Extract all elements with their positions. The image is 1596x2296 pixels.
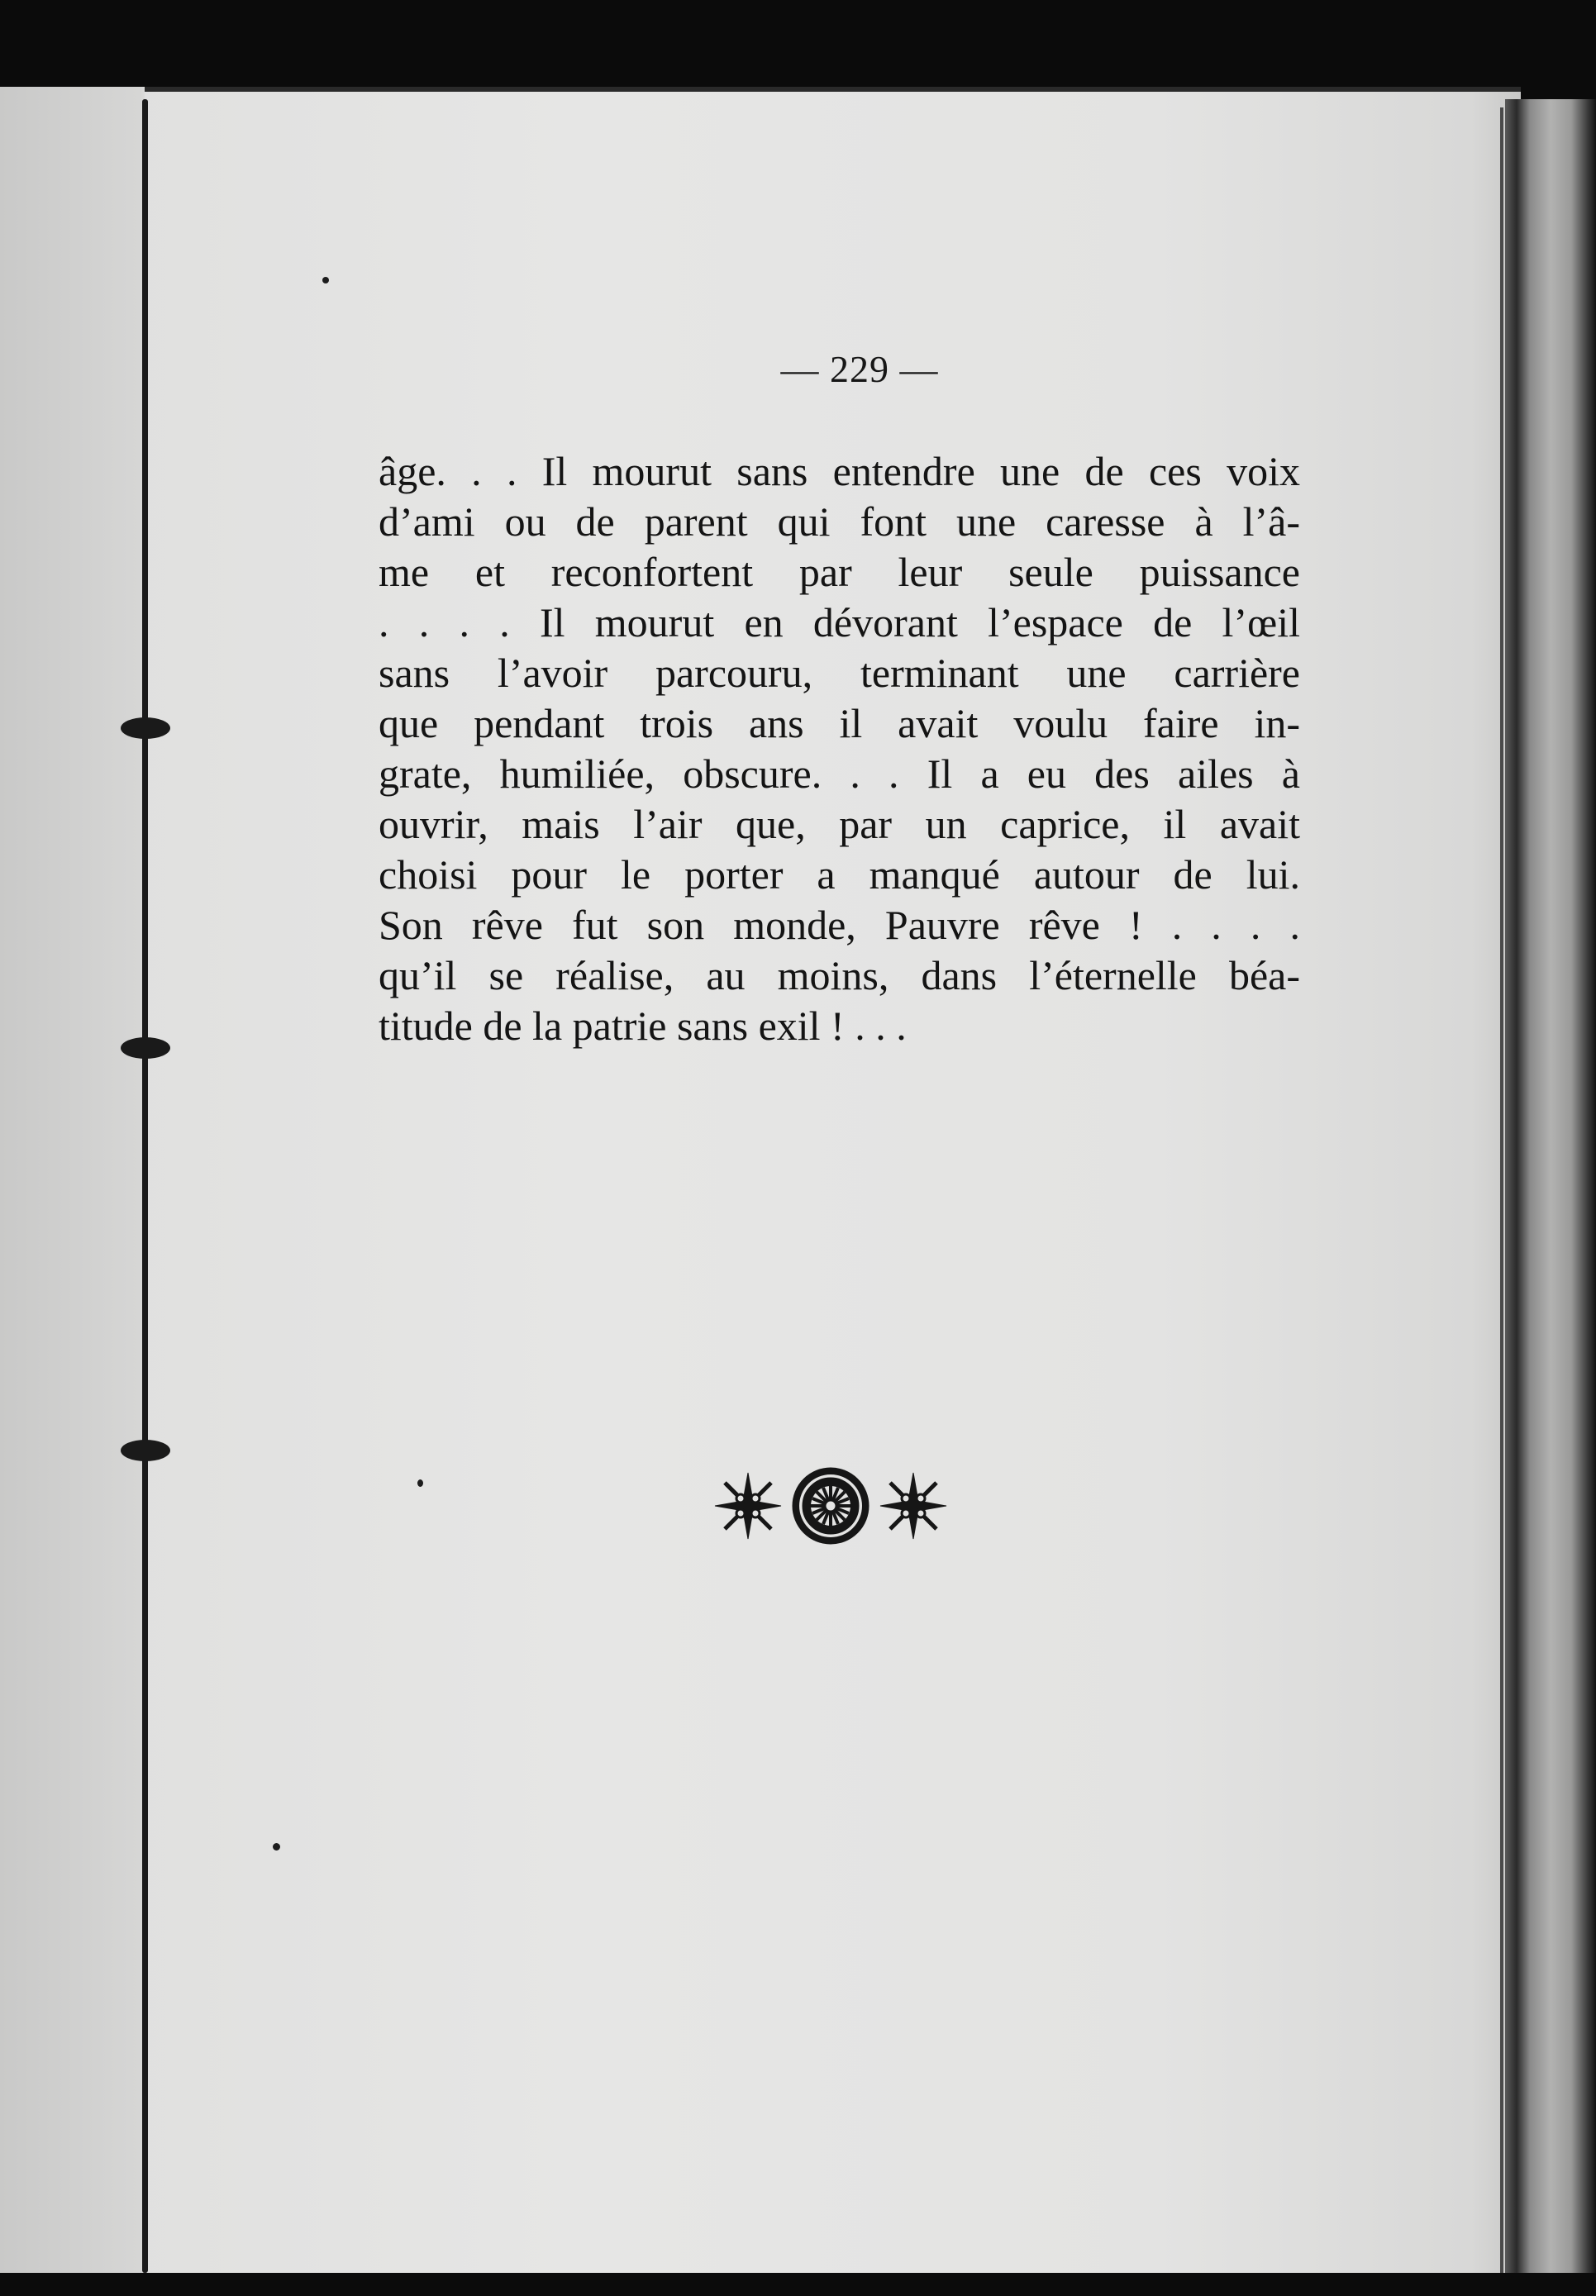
text-line: me et reconfortent par leur seule puissance	[379, 549, 1300, 595]
binding-stitch	[121, 717, 170, 739]
text-line: titude de la patrie sans exil ! . . .	[379, 1003, 907, 1049]
text-line: qu’il se réalise, au moins, dans l’éternelle béa-	[379, 952, 1300, 998]
body-text	[379, 446, 1300, 1051]
text-line: ouvrir, mais l’air que, par un caprice, il avait	[379, 801, 1300, 847]
text-line: Son rêve fut son monde, Pauvre rêve ! . . . .	[379, 902, 1300, 948]
text-line: âge. . . Il mourut sans entendre une de ces voix	[379, 448, 1300, 494]
text-line: sans l’avoir parcouru, terminant une carrière	[379, 650, 1300, 696]
text-line: . . . . Il mourut en dévorant l’espace de l’œil	[379, 599, 1300, 645]
fleuron-ornament-icon	[707, 1463, 955, 1550]
binding-stitch	[121, 1037, 170, 1059]
right-gutter-shadow	[1505, 99, 1596, 2281]
bottom-scan-border	[0, 2273, 1596, 2296]
text-line: choisi pour le porter a manqué autour de lui.	[379, 851, 1300, 898]
left-page-edge	[0, 87, 145, 2277]
page-number: — 229 —	[780, 348, 939, 390]
scan-speck	[273, 1843, 280, 1851]
book-page	[0, 87, 1521, 2282]
scan-speck	[417, 1479, 423, 1487]
binding-stitch	[121, 1440, 170, 1461]
text-line: d’ami ou de parent qui font une caresse à l’â-	[379, 498, 1300, 545]
binding-spine-line	[142, 99, 148, 2273]
scan-speck	[322, 277, 329, 283]
text-line: que pendant trois ans il avait voulu faire in-	[379, 700, 1300, 746]
right-page-rule	[1500, 107, 1503, 2273]
text-line: grate, humiliée, obscure. . . Il a eu des ailes à	[379, 750, 1300, 797]
